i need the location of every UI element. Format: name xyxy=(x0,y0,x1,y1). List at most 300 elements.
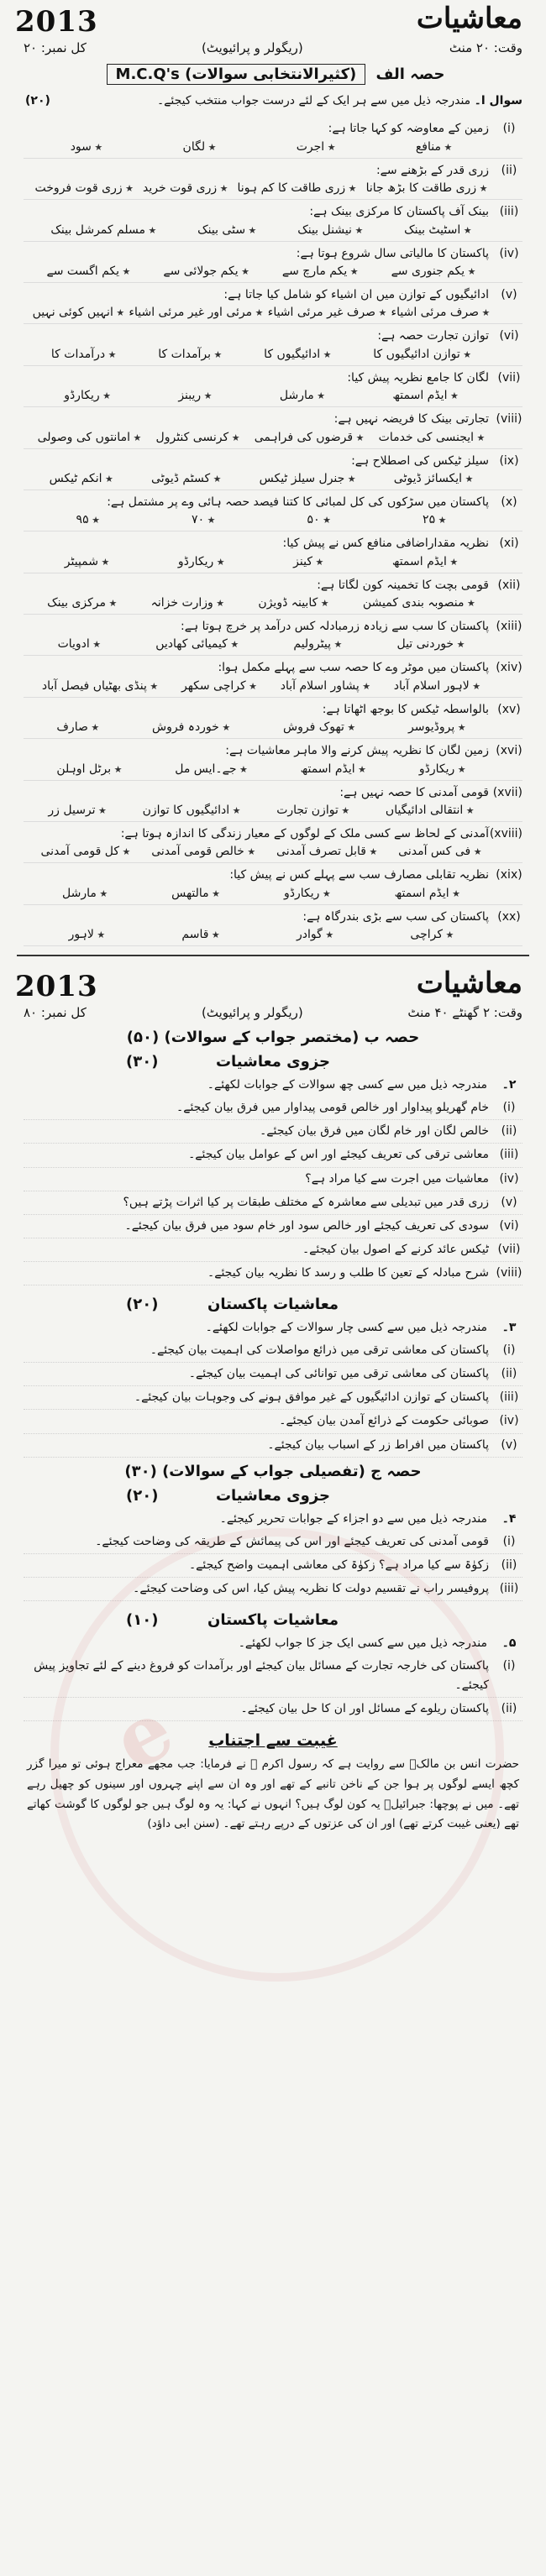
mcq-options xyxy=(30,513,492,526)
mcq-options xyxy=(30,637,492,651)
mcq-options xyxy=(30,887,492,900)
mcq-item xyxy=(24,573,522,615)
part-number: (iii) xyxy=(499,1148,519,1162)
mcq-number: (xv) xyxy=(497,702,521,716)
mcq-question: بینک آف پاکستان کا مرکزی بینک ہے: xyxy=(309,205,489,219)
mcq-item xyxy=(24,615,522,656)
mcq-option: ★ ۹۵ xyxy=(76,513,100,526)
part-text: پاکستان کے توازن ادائیگیوں کے غیر موافق ہونے کی وجوہات بیان کیجئے۔ xyxy=(134,1390,489,1405)
mcq-question: ادائیگیوں کے توازن میں ان اشیاء کو شامل کیا جاتا ہے: xyxy=(223,287,489,301)
question-5 xyxy=(0,1631,546,1725)
question-4-parts xyxy=(24,1531,522,1601)
question-4 xyxy=(0,1506,546,1605)
mcq-row xyxy=(24,369,522,387)
mcq-number: (i) xyxy=(502,122,516,136)
question-2-lead xyxy=(24,1076,522,1095)
question-part xyxy=(24,1410,522,1433)
mcq-option: ★ گوادر xyxy=(297,928,333,941)
mcq-option: ★ لاہور xyxy=(69,928,106,941)
mcq-title: (کثیرالانتخابی سوالات) xyxy=(185,65,357,83)
mcq-question: پاکستان میں موٹر وے کا حصہ سب سے پہلے مکمل ہوا: xyxy=(218,661,489,675)
part-b-meta xyxy=(0,1002,546,1027)
mcq-row xyxy=(24,452,522,470)
part-text: پروفیسر راب نے تقسیم دولت کا نظریہ پیش کیا، اس کی وضاحت کیجئے۔ xyxy=(133,1581,489,1595)
part-c-section-title xyxy=(0,1463,546,1480)
mcq-options xyxy=(30,264,492,278)
mcq-options xyxy=(30,762,492,776)
mcq-row xyxy=(24,410,522,428)
part-a-meta xyxy=(0,37,546,62)
mcq-number: (x) xyxy=(501,495,517,509)
mcq-option: ★ زری قوت خرید xyxy=(143,181,228,195)
mcq-option: ★ تھوک فروش xyxy=(283,720,355,734)
mcq-row xyxy=(24,493,522,511)
question-5-text: مندرجہ ذیل میں سے کسی ایک جز کا جواب لکھئے۔ xyxy=(238,1636,487,1650)
mcq-question: بالواسطہ ٹیکس کا بوجھ اٹھاتا ہے: xyxy=(322,702,489,716)
section-b-marks: (۵۰) xyxy=(126,1029,160,1047)
question-2-number: ۲۔ xyxy=(501,1078,517,1092)
question-part xyxy=(24,1097,522,1120)
subsection-micro-marks: (۳۰) xyxy=(126,1053,159,1071)
mcq-number: (xviii) xyxy=(489,827,522,841)
mcq-option: ★ ایڈم اسمتھ xyxy=(395,887,460,900)
mcq-option: ★ مرئی اور غیر مرئی اشیاء xyxy=(129,306,263,319)
mcq-question: زمین کے معاوضہ کو کہا جاتا ہے: xyxy=(328,122,489,136)
mcq-options xyxy=(30,348,492,361)
part-number: (iii) xyxy=(499,1390,519,1405)
mcq-label: M.C.Q's xyxy=(115,65,180,83)
mcq-options xyxy=(30,140,492,154)
mcq-row xyxy=(24,327,522,345)
mcq-number: (xvi) xyxy=(496,744,522,758)
mcq-options xyxy=(30,472,492,485)
mcq-row xyxy=(24,161,522,180)
question-part xyxy=(24,1434,522,1458)
mcq-option: ★ لگان xyxy=(183,140,217,154)
mcq-option: ★ توازن تجارت xyxy=(276,804,349,817)
mcq-option: ★ کراچی xyxy=(410,928,454,941)
mcq-question: قومی بچت کا تخمینہ کون لگاتا ہے: xyxy=(317,578,489,592)
part-number: (vi) xyxy=(499,1218,519,1233)
mcq-question: پاکستان کا سب سے زیادہ زرمبادلہ کس درآمد پر خرچ ہوتا ہے: xyxy=(181,620,489,634)
mcq-number: (iii) xyxy=(499,205,519,219)
mcq-option: ★ ۷۰ xyxy=(192,513,215,526)
mcq-option: ★ اسٹیٹ بینک xyxy=(404,223,472,237)
part-number: (i) xyxy=(502,1343,516,1358)
section-c-label: حصہ ج (تفصیلی جواب کے سوالات) xyxy=(162,1462,422,1480)
mcq-row xyxy=(24,244,522,263)
mcq-option: ★ مالتھس xyxy=(171,887,220,900)
time-label: وقت: ۲۰ منٹ xyxy=(449,40,522,55)
mcq-question: پاکستان کا مالیاتی سال شروع ہوتا ہے: xyxy=(296,246,489,260)
mcq-option: ★ درآمدات کا xyxy=(51,348,117,361)
mcq-item xyxy=(24,242,522,283)
question-part xyxy=(24,1262,522,1285)
mcq-row xyxy=(24,866,522,884)
mcq-number: (ix) xyxy=(499,453,519,468)
part-number: (ii) xyxy=(501,1124,517,1139)
part-number: (v) xyxy=(501,1195,517,1209)
mcq-list xyxy=(0,115,546,946)
question-part xyxy=(24,1554,522,1578)
subsection-pakistan-c-marks: (۱۰) xyxy=(126,1610,159,1629)
question-4-text: مندرجہ ذیل میں سے دو اجزاء کے جوابات تحریر کیجئے۔ xyxy=(219,1511,487,1526)
mcq-option: ★ صرف مرئی اشیاء xyxy=(391,306,491,319)
question-4-number: ۴۔ xyxy=(501,1511,517,1526)
mcq-number: (v) xyxy=(501,287,517,301)
part-text: معاشی ترقی کی تعریف کیجئے اور اس کے عوامل بیان کیجئے۔ xyxy=(188,1148,489,1162)
mcq-option: ★ فی کس آمدنی xyxy=(398,845,481,858)
question-part xyxy=(24,1531,522,1554)
mcq-number: (vii) xyxy=(497,370,521,385)
exam-type-b: (ریگولر و پرائیویٹ) xyxy=(202,1005,303,1021)
mcq-option: ★ زری طاقت کا بڑھ جانا xyxy=(366,181,488,195)
mcq-row xyxy=(24,741,522,760)
mcq-option: ★ ریکارڈو xyxy=(419,762,466,776)
part-number: (ii) xyxy=(501,1558,517,1572)
mcq-option: ★ برٹل اوہلن xyxy=(56,762,122,776)
part-text: ٹیکس عائد کرنے کے اصول بیان کیجئے۔ xyxy=(302,1242,489,1256)
mcq-question: زمین لگان کا نظریہ پیش کرنے والا ماہر معاشیات ہے: xyxy=(225,744,489,758)
mcq-row xyxy=(24,825,522,843)
subsection-micro xyxy=(0,1053,546,1071)
mcq-options xyxy=(30,555,492,568)
mcq-question: پاکستان میں سڑکوں کی کل لمبائی کا کتنا فیصد حصہ ہائی وے پر مشتمل ہے: xyxy=(107,495,489,509)
question-2-text: مندرجہ ذیل میں سے کسی چھ سوالات کے جوابات لکھئے۔ xyxy=(207,1078,487,1092)
mcq-option: ★ ایڈم اسمتھ xyxy=(301,762,366,776)
mcq-option: ★ ریکارڈو xyxy=(64,389,111,402)
mcq-option: ★ ۲۵ xyxy=(423,513,446,526)
question-5-number: ۵۔ xyxy=(501,1636,517,1650)
part-number: (i) xyxy=(502,1534,516,1548)
question-3-lead xyxy=(24,1318,522,1338)
subsection-pakistan xyxy=(0,1296,546,1313)
question-3-text: مندرجہ ذیل میں سے کسی چار سوالات کے جوابات لکھئے۔ xyxy=(205,1321,487,1335)
part-text: شرح مبادلہ کے تعین کا طلب و رسد کا نظریہ بیان کیجئے۔ xyxy=(207,1265,489,1280)
part-text: پاکستان ریلوے کے مسائل اور ان کا حل بیان کیجئے۔ xyxy=(240,1702,489,1716)
part-number: (v) xyxy=(501,1437,517,1452)
mcq-row xyxy=(24,658,522,677)
question-part xyxy=(24,1655,522,1698)
question-part xyxy=(24,1144,522,1167)
mcq-item xyxy=(24,117,522,158)
mcq-option: ★ مارشل xyxy=(62,887,108,900)
mcq-number: (iv) xyxy=(499,246,519,260)
mcq-item xyxy=(24,822,522,863)
mcq-number: (vi) xyxy=(499,329,519,343)
mcq-question: قومی آمدنی کا حصہ نہیں ہے: xyxy=(339,785,489,799)
part-number: (viii) xyxy=(496,1265,522,1280)
question-2-parts xyxy=(24,1097,522,1285)
mcq-options xyxy=(30,431,492,444)
subsection-micro-c-marks: (۲۰) xyxy=(126,1486,159,1505)
mcq-option: ★ کینز xyxy=(293,555,323,568)
subject-title-b: معاشیات xyxy=(416,966,522,1001)
mcq-number: (xx) xyxy=(497,909,521,924)
question-part xyxy=(24,1191,522,1215)
mcq-options xyxy=(30,928,492,941)
part-a-header xyxy=(0,0,546,37)
part-text: پاکستان کی معاشی ترقی میں توانائی کی اہمیت بیان کیجئے۔ xyxy=(188,1367,489,1381)
total-marks: کل نمبر: ۲۰ xyxy=(24,40,87,55)
mcq-number: (viii) xyxy=(496,412,522,427)
mcq-item xyxy=(24,905,522,946)
footer-title: غیبت سے اجتناب xyxy=(208,1731,338,1751)
subject-title: معاشیات xyxy=(416,2,522,35)
question-part xyxy=(24,1238,522,1262)
mcq-option: ★ یکم اگست سے xyxy=(46,264,130,278)
mcq-option: ★ ادائیگیوں کا xyxy=(264,348,331,361)
exam-type: (ریگولر و پرائیویٹ) xyxy=(202,40,303,55)
question-part xyxy=(24,1168,522,1191)
part-number: (ii) xyxy=(501,1702,517,1716)
subsection-pakistan-title: معاشیات پاکستان xyxy=(207,1296,339,1314)
mcq-options xyxy=(30,679,492,693)
part-number: (i) xyxy=(502,1659,516,1673)
mcq-question: آمدنی کے لحاظ سے کسی ملک کے لوگوں کے معیار زندگی کا اندازہ ہوتا ہے: xyxy=(120,827,489,841)
mcq-option: ★ قاسم xyxy=(181,928,219,941)
mcq-option: ★ پشاور اسلام آباد xyxy=(281,679,370,693)
part-text: سودی کی تعریف کیجئے اور خالص سود اور خام سود میں فرق بیان کیجئے۔ xyxy=(124,1218,489,1233)
question-part xyxy=(24,1120,522,1144)
part-a-section-title xyxy=(0,64,546,85)
part-text: خام گھریلو پیداوار اور خالص قومی پیداوار میں فرق بیان کیجئے۔ xyxy=(176,1101,489,1115)
part-number: (i) xyxy=(502,1101,516,1115)
mcq-item xyxy=(24,863,522,904)
mcq-option: ★ جے۔ایس مل xyxy=(175,762,248,776)
mcq-option: ★ سود xyxy=(71,140,103,154)
mcq-option: ★ سٹی بینک xyxy=(197,223,256,237)
question-part xyxy=(24,1215,522,1238)
mcq-option: ★ ایجنسی کی خدمات xyxy=(379,431,486,444)
mcq-option: ★ ۵۰ xyxy=(307,513,331,526)
mcq-item xyxy=(24,698,522,739)
mcq-option: ★ کابینہ ڈویژن xyxy=(258,596,328,610)
subsection-micro-c-title: جزوی معاشیات xyxy=(215,1486,331,1505)
question-part xyxy=(24,1578,522,1601)
subsection-pakistan-c xyxy=(0,1611,546,1629)
mcq-options xyxy=(30,389,492,402)
mcq-option: ★ قابل تصرف آمدنی xyxy=(276,845,377,858)
mcq-option: ★ انتقالی ادائیگیاں xyxy=(386,804,475,817)
mcq-item xyxy=(24,324,522,365)
mcq-question: زری قدر کے بڑھنے سے: xyxy=(375,163,489,177)
mcq-box xyxy=(107,64,366,85)
question-3 xyxy=(0,1315,546,1461)
question-part xyxy=(24,1698,522,1721)
mcq-option: ★ شمپیٹر xyxy=(65,555,110,568)
mcq-row xyxy=(24,617,522,636)
mcq-option: ★ صرف غیر مرئی اشیاء xyxy=(268,306,387,319)
mcq-row xyxy=(24,576,522,594)
mcq-row xyxy=(24,783,522,802)
part-b-section-title xyxy=(0,1029,546,1046)
question-4-lead xyxy=(24,1510,522,1529)
watermark-text: e xyxy=(98,1681,189,1789)
mcq-options xyxy=(30,720,492,734)
mcq-options xyxy=(30,804,492,817)
mcq-item xyxy=(24,407,522,448)
section-b-label: حصہ ب (مختصر جواب کے سوالات) xyxy=(164,1029,420,1047)
mcq-question: تجارتی بینک کا فریضہ نہیں ہے: xyxy=(333,412,489,427)
time-label-b: وقت: ۲ گھنٹے ۴۰ منٹ xyxy=(407,1005,522,1021)
mcq-option: ★ توازن ادائیگیوں کا xyxy=(373,348,471,361)
question-5-parts xyxy=(24,1655,522,1721)
mcq-option: ★ قرضوں کی فراہمی xyxy=(255,431,365,444)
mcq-option: ★ لاہور اسلام آباد xyxy=(394,679,480,693)
total-marks-b: کل نمبر: ۸۰ xyxy=(24,1005,87,1021)
mcq-option: ★ یکم جنوری سے xyxy=(391,264,476,278)
question-1-text: مندرجہ ذیل میں سے ہر ایک کے لئے درست جواب منتخب کیجئے۔ xyxy=(156,94,471,107)
mcq-item xyxy=(24,531,522,573)
mcq-option: ★ اجرت xyxy=(297,140,336,154)
mcq-item xyxy=(24,781,522,822)
mcq-row xyxy=(24,908,522,926)
mcq-option: ★ مسلم کمرشل بینک xyxy=(50,223,156,237)
mcq-option: ★ ادویات xyxy=(58,637,102,651)
mcq-number: (xiv) xyxy=(496,661,522,675)
mcq-row xyxy=(24,202,522,221)
mcq-option: ★ ایکسائز ڈیوٹی xyxy=(394,472,474,485)
mcq-number: (xvii) xyxy=(492,785,522,799)
mcq-options xyxy=(30,845,492,858)
question-3-parts xyxy=(24,1339,522,1457)
mcq-question: نظریہ مقداراضافی منافع کس نے پیش کیا: xyxy=(282,537,489,551)
mcq-option: ★ ایڈم اسمتھ xyxy=(392,389,458,402)
mcq-option: ★ کیمیائی کھادیں xyxy=(155,637,239,651)
mcq-row xyxy=(24,700,522,719)
mcq-row xyxy=(24,534,522,552)
mcq-option: ★ کرنسی کنٹرول xyxy=(156,431,240,444)
part-number: (ii) xyxy=(501,1367,517,1381)
mcq-option: ★ پنڈی بھٹیاں فیصل آباد xyxy=(42,679,158,693)
mcq-option: ★ یکم مارچ سے xyxy=(282,264,359,278)
subsection-pakistan-marks: (۲۰) xyxy=(126,1296,159,1314)
mcq-option: ★ نیشنل بینک xyxy=(297,223,363,237)
mcq-option: ★ کل قومی آمدنی xyxy=(40,845,130,858)
question-1-label: سوال ا۔ xyxy=(474,94,522,107)
section-divider xyxy=(17,955,529,956)
mcq-options xyxy=(30,181,492,195)
mcq-option: ★ منافع xyxy=(416,140,453,154)
mcq-option: ★ انہیں کوئی نہیں xyxy=(33,306,125,319)
mcq-option: ★ انکم ٹیکس xyxy=(50,472,113,485)
mcq-option: ★ جنرل سیلز ٹیکس xyxy=(260,472,356,485)
question-2 xyxy=(0,1072,546,1289)
part-text: زری قدر میں تبدیلی سے معاشرہ کے مختلف طبقات پر کیا اثرات پڑتے ہیں؟ xyxy=(123,1195,489,1209)
mcq-option: ★ ریکارڈو xyxy=(178,555,225,568)
mcq-item xyxy=(24,739,522,780)
mcq-number: (xix) xyxy=(496,868,522,882)
part-b-header xyxy=(0,965,546,1002)
mcq-item xyxy=(24,490,522,531)
mcq-question: نظریہ تقابلی مصارف سب سے پہلے کس نے پیش کیا: xyxy=(229,868,489,882)
part-number: (iv) xyxy=(499,1171,519,1186)
mcq-item xyxy=(24,283,522,324)
mcq-options xyxy=(30,596,492,610)
mcq-options xyxy=(30,223,492,237)
year-b: 2013 xyxy=(15,970,98,1004)
mcq-item xyxy=(24,449,522,490)
subsection-micro-c xyxy=(0,1487,546,1505)
mcq-option: ★ ریبنز xyxy=(178,389,212,402)
mcq-option: ★ ترسیل زر xyxy=(48,804,107,817)
mcq-option: ★ زری طاقت کا کم ہونا xyxy=(238,181,357,195)
part-text: زکوٰۃ سے کیا مراد ہے؟ زکوٰۃ کی معاشی اہمیت واضح کیجئے۔ xyxy=(188,1558,489,1572)
mcq-option: ★ وزارت خزانہ xyxy=(151,596,225,610)
mcq-item xyxy=(24,366,522,407)
mcq-option: ★ پروڈیوسر xyxy=(408,720,466,734)
mcq-option: ★ پیٹرولیم xyxy=(293,637,342,651)
mcq-number: (ii) xyxy=(501,163,517,177)
mcq-option: ★ زری قوت فروخت xyxy=(35,181,134,195)
question-5-lead xyxy=(24,1634,522,1653)
question-part xyxy=(24,1339,522,1363)
mcq-option: ★ کسٹم ڈیوٹی xyxy=(151,472,221,485)
section-label: حصہ الف xyxy=(375,65,445,83)
question-3-number: ۳۔ xyxy=(501,1321,517,1335)
mcq-option: ★ ایڈم اسمتھ xyxy=(392,555,458,568)
part-number: (vii) xyxy=(497,1242,521,1256)
mcq-option: ★ ادائیگیوں کا توازن xyxy=(143,804,241,817)
mcq-option: ★ مارشل xyxy=(280,389,325,402)
footer-text: حضرت انس بن مالکؓ سے روایت ہے کہ رسول اکرم ﷺ نے فرمایا: جب مجھے معراج ہوئی تو میرا گزر کچھ ایسے لوگوں پر ہوا جن کے ناخن تانبے کے تھے اور وہ ان سے اپنے چہروں اور سینوں کو چھیل رہے تھے۔ میں نے پوچھا: جبرائیلؑ یہ کون لوگ ہیں؟ انہوں نے کہا: یہ وہ لوگ ہیں جو لوگوں کا گوشت کھاتے تھے (یعنی غیبت کرتے تھے) اور ان کی عزتوں کے درپے رہتے تھے۔ (سنن ابی داؤد) xyxy=(27,1757,519,1831)
mcq-question: لگان کا جامع نظریہ پیش کیا: xyxy=(347,370,489,385)
mcq-option: ★ خوردنی تیل xyxy=(396,637,465,651)
question-1-marks: (۲۰) xyxy=(25,94,50,107)
part-text: پاکستان کی معاشی ترقی میں ذرائع مواصلات کی اہمیت بیان کیجئے۔ xyxy=(150,1343,489,1358)
mcq-item xyxy=(24,656,522,697)
part-text: خالص لگان اور خام لگان میں فرق بیان کیجئے۔ xyxy=(260,1124,489,1139)
part-text: پاکستان میں افراط زر کے اسباب بیان کیجئے۔ xyxy=(267,1437,489,1452)
mcq-row xyxy=(24,285,522,304)
part-text: پاکستان کی خارجہ تجارت کے مسائل بیان کیجئے اور برآمدات کو فروغ دینے کے لئے تجاویز پیش کیجئے۔ xyxy=(34,1659,489,1693)
mcq-option: ★ امانتوں کی وصولی xyxy=(38,431,142,444)
part-number: (iv) xyxy=(499,1414,519,1428)
mcq-option: ★ مرکزی بینک xyxy=(47,596,117,610)
mcq-option: ★ یکم جولائی سے xyxy=(163,264,249,278)
mcq-option: ★ صارف xyxy=(56,720,99,734)
mcq-option: ★ خالص قومی آمدنی xyxy=(151,845,255,858)
year: 2013 xyxy=(15,5,98,39)
mcq-item xyxy=(24,159,522,200)
mcq-question: پاکستان کی سب سے بڑی بندرگاہ ہے: xyxy=(302,909,489,924)
part-text: قومی آمدنی کی تعریف کیجئے اور اس کی پیمائش کے طریقہ کی وضاحت کیجئے۔ xyxy=(95,1534,489,1548)
subsection-micro-title: جزوی معاشیات xyxy=(215,1053,331,1071)
section-c-marks: (۳۰) xyxy=(124,1462,157,1480)
question-part xyxy=(24,1386,522,1410)
mcq-item xyxy=(24,200,522,241)
mcq-option: ★ کراچی سکھر xyxy=(181,679,257,693)
question-part xyxy=(24,1363,522,1386)
mcq-question: توازن تجارت حصہ ہے: xyxy=(377,329,489,343)
mcq-question: سیلز ٹیکس کی اصطلاح ہے: xyxy=(351,453,489,468)
mcq-option: ★ ریکارڈو xyxy=(284,887,331,900)
mcq-option: ★ منصوبہ بندی کمیشن xyxy=(363,596,475,610)
mcq-options xyxy=(30,306,492,319)
mcq-number: (xiii) xyxy=(496,620,522,634)
part-text: صوبائی حکومت کے ذرائع آمدن بیان کیجئے۔ xyxy=(279,1414,489,1428)
mcq-option: ★ خوردہ فروش xyxy=(152,720,230,734)
mcq-row xyxy=(24,119,522,138)
question-1-intro xyxy=(0,86,546,115)
mcq-number: (xi) xyxy=(499,537,519,551)
subsection-pakistan-c-title: معاشیات پاکستان xyxy=(207,1610,339,1629)
part-text: معاشیات میں اجرت سے کیا مراد ہے؟ xyxy=(305,1171,489,1186)
part-number: (iii) xyxy=(499,1581,519,1595)
mcq-option: ★ برآمدات کا xyxy=(158,348,222,361)
mcq-number: (xii) xyxy=(497,578,521,592)
